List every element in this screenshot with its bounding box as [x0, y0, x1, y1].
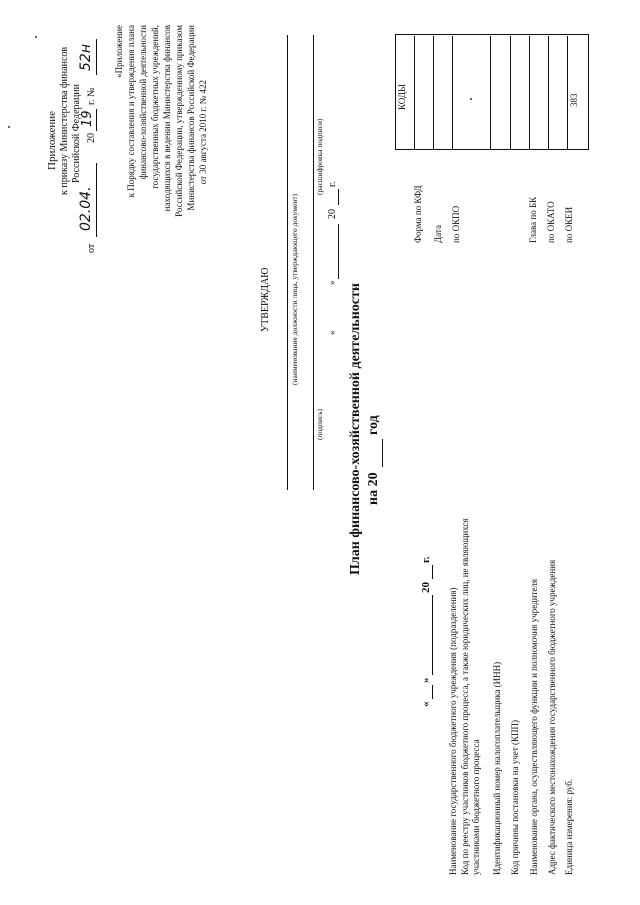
form-period-prefix: на 20	[366, 472, 381, 505]
order-number-value: 52н	[78, 44, 94, 71]
form-date-close: »	[420, 677, 432, 683]
code-label-kfd: Форма по КФД	[413, 185, 423, 243]
code-label-okpo: по ОКПО	[451, 205, 461, 243]
form-date-open: «	[420, 701, 432, 707]
code-value-okei: 383	[569, 93, 579, 107]
field-label: участниками бюджетного процесса	[471, 739, 481, 875]
form-year-line	[432, 565, 433, 579]
annex-line: Российской Федерации, утвержденному приказом	[174, 25, 184, 217]
order-date-underline	[96, 163, 97, 237]
order-number-underline	[96, 39, 97, 75]
annex-line: «Приложение	[114, 25, 124, 78]
annex-line: финансово-хозяйственной деятельности	[138, 25, 148, 180]
annex-line: государственных бюджетных учреждений,	[150, 25, 160, 189]
order-year-underline	[96, 109, 97, 131]
field-label: Идентификационный номер налогоплательщика (ИНН)	[492, 661, 502, 875]
form-title: План финансово-хозяйственной деятельности	[348, 283, 363, 575]
code-label-date: Дата	[433, 225, 443, 243]
approval-date-close: »	[327, 280, 337, 285]
code-label-okei: по ОКЕИ	[564, 206, 574, 243]
approval-month-line	[338, 224, 339, 279]
order-line: к приказу Министерства финансов	[59, 46, 70, 195]
annex-line: Министерства финансов Российской Федерации	[186, 25, 196, 211]
field-label: Наименование органа, осуществляющего функции и полномочия учредителя	[529, 578, 539, 875]
order-date-value: 02.04.	[78, 186, 94, 231]
approval-date-open: «	[327, 330, 337, 335]
decoding-caption: (расшифровка подписи)	[315, 118, 324, 195]
form-month-line	[432, 595, 433, 675]
from-prefix: от	[86, 243, 97, 253]
code-label-bk: Глава по БК	[528, 196, 538, 243]
form-year-prefix: 20	[420, 582, 432, 593]
position-caption: (наименование должности лица, утверждающего документ)	[290, 193, 299, 385]
form-day-line	[432, 685, 433, 699]
form-period-year-line	[382, 439, 383, 467]
field-label: Код причины постановки на учет (КПП)	[510, 719, 520, 875]
annex-line: от 30 августа 2010 г. № 422	[198, 80, 208, 185]
code-header-label: КОДЫ	[397, 84, 407, 110]
field-label: Наименование государственного бюджетного учреждения (подразделения)	[448, 587, 458, 875]
order-year-prefix: 20	[86, 133, 97, 143]
code-cells-frame	[395, 34, 589, 150]
code-label-okato: по ОКАТО	[546, 201, 556, 243]
approval-year-suffix: г.	[327, 181, 338, 187]
order-year-value: 19	[80, 110, 95, 127]
form-period-suffix: год	[366, 415, 381, 435]
annex-line: к Порядку составления и утверждения плана	[126, 25, 136, 198]
position-line	[287, 35, 288, 490]
field-label: Адрес фактического местонахождения государственного бюджетного учреждения	[547, 559, 557, 875]
appendix-label: Приложение	[46, 110, 58, 170]
approval-year-prefix: 20	[327, 209, 338, 219]
approval-title: УТВЕРЖДАЮ	[260, 267, 271, 332]
signature-line	[313, 35, 314, 490]
federation-line: Российской Федерации	[71, 83, 82, 183]
order-number-prefix: г. №	[86, 87, 97, 105]
approval-year-line	[338, 189, 339, 205]
form-year-suffix: г.	[420, 556, 432, 563]
annex-line: находящихся в ведении Министерства финансов	[162, 25, 172, 212]
field-label: Единица измерения: руб.	[564, 778, 574, 875]
signature-caption: (подпись)	[315, 408, 324, 440]
field-label: Код по реестру участников бюджетного процесса, а также юридических лиц, не являющихся	[460, 518, 470, 875]
